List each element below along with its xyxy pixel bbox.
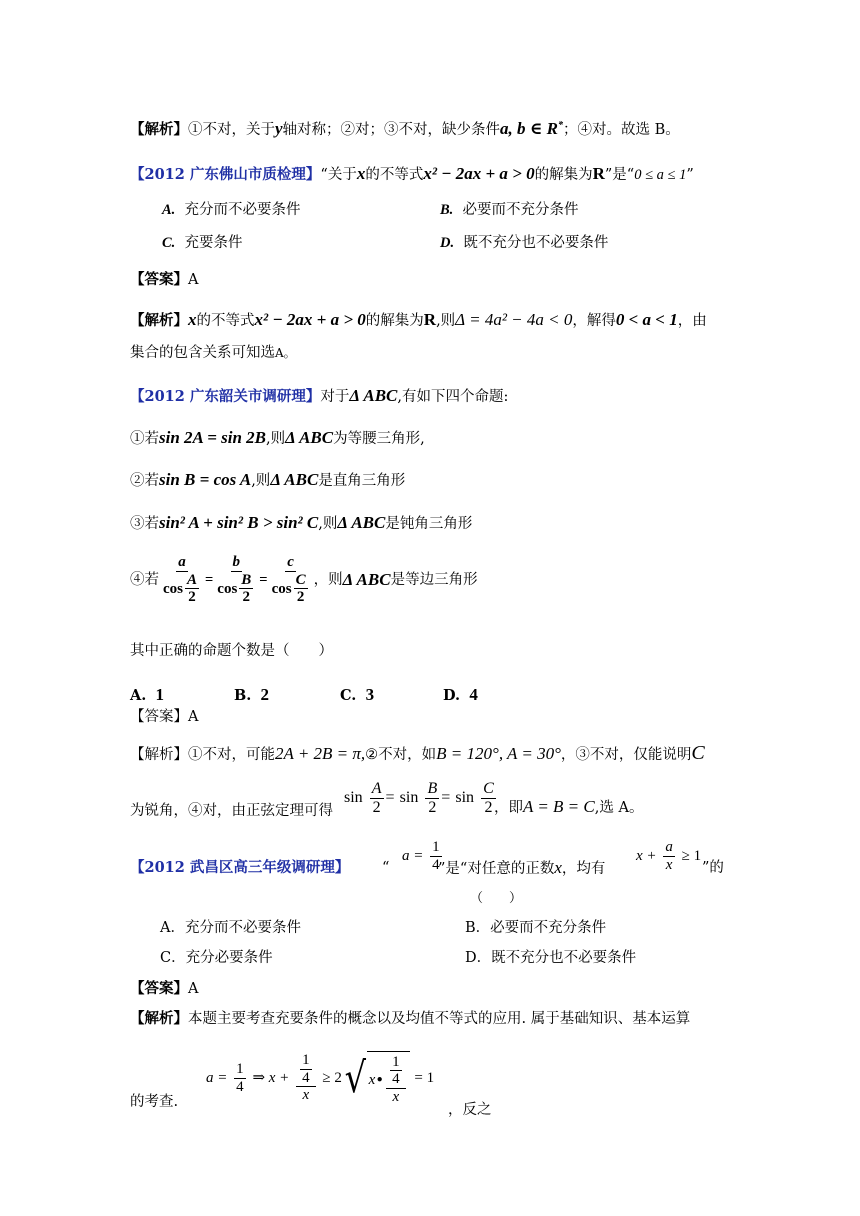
- math-expr: sin B = cos A: [159, 470, 252, 489]
- q3-solution-line-2: [130, 801, 333, 821]
- text: ，③不对，仅能说明: [560, 747, 692, 763]
- answer-value: A: [188, 981, 199, 997]
- half-angle: [239, 572, 253, 606]
- math-triangle: Δ ABC: [349, 386, 398, 405]
- text: ②不对，如: [365, 747, 437, 763]
- text: 轴对称；②对；③不对，缺少条件: [282, 121, 501, 138]
- math-C: C: [691, 742, 705, 764]
- text: ”是“: [604, 167, 635, 183]
- solution-tag: 【解析】: [130, 747, 188, 763]
- math-x: x: [368, 1071, 376, 1088]
- numerator: 1: [302, 1052, 310, 1069]
- q3-option-c: [340, 685, 374, 706]
- text: ,则: [318, 516, 338, 532]
- proposition-1: [130, 428, 425, 449]
- denominator: 2: [188, 589, 196, 606]
- answer-value: A: [188, 709, 199, 725]
- math-triangle: Δ ABC: [270, 470, 319, 489]
- q3-solution-line-1: [130, 743, 705, 765]
- math-y: y: [275, 118, 283, 138]
- math-star: *: [557, 120, 563, 131]
- text: A。: [275, 346, 296, 360]
- half-A: [370, 780, 384, 816]
- text: ,则: [436, 313, 456, 329]
- math-ge-one: ≥ 1: [681, 848, 702, 864]
- math-R: R: [592, 164, 605, 183]
- option-text: 既不充分也不必要条件: [463, 235, 609, 251]
- fraction-one-quarter: [390, 1054, 402, 1088]
- q4-inequality: [636, 834, 701, 878]
- sin-text: sin: [455, 789, 475, 806]
- fraction-one-quarter: [300, 1052, 312, 1086]
- numerator: C: [295, 571, 306, 588]
- denominator: 4: [236, 1078, 244, 1095]
- text: 的不等式: [365, 167, 424, 183]
- math-inequality: x² − 2ax + a > 0: [254, 310, 366, 329]
- question-source: 【2012 武昌区高三年级调研理】: [130, 859, 350, 876]
- option-value: 1: [155, 685, 165, 704]
- text: 为等腰三角形,: [333, 431, 425, 447]
- numerator: A: [371, 779, 382, 797]
- text: ”的: [702, 860, 724, 876]
- option-letter: C.: [340, 687, 357, 704]
- text: ”是“对任意的正数: [438, 861, 555, 877]
- numerator: a: [178, 554, 186, 571]
- numerator: B: [241, 571, 252, 588]
- math-eq-one: = 1: [414, 1070, 435, 1086]
- radical-sign: √: [344, 1053, 366, 1102]
- denominator: 4: [392, 1071, 400, 1088]
- text: 对于: [320, 389, 350, 405]
- option-letter: B.: [234, 687, 252, 704]
- text: 是等边三角形: [390, 572, 478, 588]
- q4-derivation: [206, 1040, 434, 1116]
- cos-text: cos: [271, 580, 292, 597]
- solution-line-1: [130, 310, 707, 331]
- numerator: b: [232, 554, 241, 571]
- cos-text: cos: [163, 580, 183, 597]
- text: ，均有: [561, 861, 606, 877]
- math-delta: Δ = 4a² − 4a < 0: [455, 310, 573, 329]
- cos-text: cos: [217, 580, 238, 597]
- answer-tag: 【答案】: [130, 709, 188, 725]
- math-triangle: Δ ABC: [337, 513, 386, 532]
- math-inequality: x² − 2ax + a > 0: [423, 164, 535, 183]
- math-expr: sin 2A = sin 2B: [159, 428, 267, 447]
- proposition-4: [130, 550, 478, 610]
- math-a-eq: a =: [402, 848, 424, 864]
- fraction-c-cos: [270, 554, 312, 606]
- fraction-a-over-x: [663, 839, 675, 873]
- option-letter: D.: [440, 235, 455, 251]
- sin-text: sin: [344, 789, 363, 806]
- text: 的解集为: [365, 313, 424, 329]
- text: ①若: [130, 431, 159, 447]
- equals: =: [259, 572, 268, 588]
- option-value: 3: [365, 685, 375, 704]
- math-expr: A = B = C: [523, 797, 595, 816]
- denominator: x: [665, 856, 673, 873]
- option-letter: D.: [443, 687, 461, 704]
- q3-solution-tail: [494, 797, 643, 818]
- text: “: [382, 860, 390, 876]
- q4-option-c: [160, 948, 273, 968]
- question-source: 【2012 广东韶关市调研理】: [130, 388, 321, 405]
- proposition-3: [130, 513, 472, 534]
- text: ③若: [130, 516, 159, 532]
- solution-tag: 【解析】: [130, 1010, 188, 1027]
- solution-line-2: [130, 343, 296, 363]
- q4-solution-line-1: [130, 1009, 690, 1029]
- question-source: 【2012 广东佛山市质检理】: [130, 166, 321, 183]
- solution-tag: 【解析】: [130, 120, 188, 138]
- text: ①不对，关于: [188, 121, 275, 138]
- question-3-ask: [130, 641, 333, 661]
- q4-option-d: [465, 948, 636, 968]
- fraction-quarter-over-x: [386, 1054, 406, 1106]
- option-text: 充分而不必要条件: [184, 202, 301, 218]
- text: （ ）: [470, 891, 523, 906]
- option-letter: A.: [162, 202, 176, 218]
- denominator: x: [392, 1088, 400, 1105]
- q4-source: [130, 858, 349, 878]
- math-x: x: [356, 164, 366, 183]
- math-R: R: [423, 310, 437, 329]
- text: 的解集为: [534, 167, 593, 183]
- option-letter: B.: [440, 202, 454, 218]
- math-expr: 2A + 2B = π,: [275, 744, 366, 763]
- answer-line: [130, 270, 198, 290]
- math-x-plus: x +: [636, 848, 657, 864]
- fraction-b-cos: [215, 554, 257, 606]
- numerator: a: [665, 839, 673, 855]
- denominator: 2: [242, 589, 251, 606]
- math-range: 0 < a < 1: [615, 310, 678, 329]
- text: ④若: [130, 572, 159, 588]
- denominator: 2: [372, 798, 381, 816]
- option-text: 充要条件: [184, 235, 243, 251]
- text: ,有如下四个命题:: [397, 389, 509, 405]
- q3-option-b: [234, 685, 269, 706]
- denominator: 2: [484, 798, 493, 816]
- numerator: 1: [432, 839, 440, 855]
- text: ,选 A。: [594, 800, 644, 816]
- math-implies: ⇒ x +: [252, 1070, 290, 1086]
- q3-option-d: [443, 685, 478, 706]
- question-3-stem: [130, 386, 508, 407]
- math-x: x: [188, 310, 197, 329]
- math-ge-two: ≥ 2: [322, 1070, 342, 1086]
- answer-tag: 【答案】: [130, 271, 188, 288]
- text: 为锐角，④对，由正弦定理可得: [130, 803, 333, 819]
- answer-tag: 【答案】: [130, 980, 188, 997]
- math-x: x: [554, 858, 562, 877]
- q4-answer-line: [130, 979, 198, 999]
- numerator: C: [483, 779, 494, 797]
- denominator: 4: [302, 1069, 310, 1086]
- proposition-2: [130, 470, 405, 491]
- math-a-eq: a =: [206, 1070, 228, 1086]
- option-c: [162, 233, 243, 253]
- fraction-a-cos: [161, 554, 203, 606]
- prev-solution-line: [130, 116, 680, 140]
- half-angle: [294, 572, 308, 606]
- solution-tag: 【解析】: [130, 312, 188, 329]
- text: 其中正确的命题个数是（ ）: [130, 643, 333, 659]
- q4-solution-tail: [448, 1100, 492, 1120]
- text: ，反之: [448, 1102, 492, 1118]
- text: 集合的包含关系可知选: [130, 345, 275, 361]
- q4-quote-open: [382, 858, 389, 878]
- text: 本题主要考查充要条件的概念以及均值不等式的应用. 属于基础知识、基本运算: [188, 1011, 691, 1027]
- q4-stem: [438, 858, 605, 879]
- denominator: x: [302, 1087, 310, 1104]
- option-letter: C.: [162, 235, 176, 251]
- text: ②若: [130, 473, 159, 489]
- option-text: D．既不充分也不必要条件: [465, 950, 637, 966]
- text: 的考查.: [130, 1094, 179, 1110]
- option-b: [440, 200, 579, 220]
- question-2-stem: [130, 164, 694, 185]
- q4-solution-line-2: [130, 1092, 178, 1112]
- answer-value: A: [188, 272, 199, 288]
- text: ”: [686, 167, 694, 183]
- math-condition: 0 ≤ a ≤ 1: [634, 167, 687, 183]
- text: ,则: [266, 431, 286, 447]
- text: ；④对。故选 B。: [562, 121, 680, 138]
- text: ，则: [313, 572, 343, 588]
- q3-answer-line: [130, 707, 198, 727]
- numerator: B: [427, 779, 438, 797]
- sine-equation: [344, 776, 498, 820]
- fraction-one-quarter: [234, 1061, 246, 1095]
- half-angle: [185, 572, 199, 606]
- math-expr: B = 120°, A = 30°: [436, 744, 561, 763]
- math-condition: a, b ∈ R: [500, 118, 558, 138]
- option-letter: A.: [130, 687, 147, 704]
- q4-paren: [470, 889, 522, 909]
- square-root: [342, 1051, 410, 1106]
- text: ,则: [251, 473, 271, 489]
- math-dot: •: [375, 1070, 385, 1089]
- text: 的不等式: [196, 313, 255, 329]
- numerator: 1: [236, 1061, 244, 1077]
- equals: =: [385, 789, 395, 806]
- text: “关于: [320, 167, 357, 183]
- option-text: 必要而不充分条件: [462, 202, 579, 218]
- math-triangle: Δ ABC: [285, 428, 334, 447]
- denominator: 2: [296, 589, 305, 606]
- text: 是钝角三角形: [385, 516, 473, 532]
- option-text: C．充分必要条件: [160, 950, 273, 966]
- numerator: 1: [392, 1053, 400, 1070]
- equals: =: [205, 572, 214, 588]
- sin-text: sin: [399, 789, 419, 806]
- fraction-quarter-over-x: [296, 1052, 316, 1104]
- option-text: A．充分而不必要条件: [160, 920, 301, 936]
- text: ，由: [677, 313, 707, 329]
- q4-option-a: [160, 918, 301, 938]
- math-triangle: Δ ABC: [342, 570, 391, 589]
- option-value: 4: [469, 685, 478, 704]
- text: ，解得: [572, 313, 616, 329]
- text: 是直角三角形: [318, 473, 406, 489]
- q3-option-a: [130, 685, 164, 706]
- q4-option-b: [465, 918, 606, 938]
- denominator: 4: [432, 856, 440, 873]
- numerator: A: [187, 571, 198, 588]
- numerator: c: [287, 554, 294, 571]
- math-expr: sin² A + sin² B > sin² C: [159, 513, 319, 532]
- equals: =: [441, 789, 451, 806]
- q4-stem-end: [702, 858, 724, 878]
- half-B: [425, 780, 439, 816]
- option-d: [440, 233, 608, 253]
- denominator: 2: [428, 798, 437, 816]
- option-value: 2: [260, 685, 270, 704]
- text: ①不对，可能: [188, 747, 275, 763]
- text: ，即: [494, 800, 523, 816]
- option-text: B．必要而不充分条件: [465, 920, 607, 936]
- option-a: [162, 200, 301, 220]
